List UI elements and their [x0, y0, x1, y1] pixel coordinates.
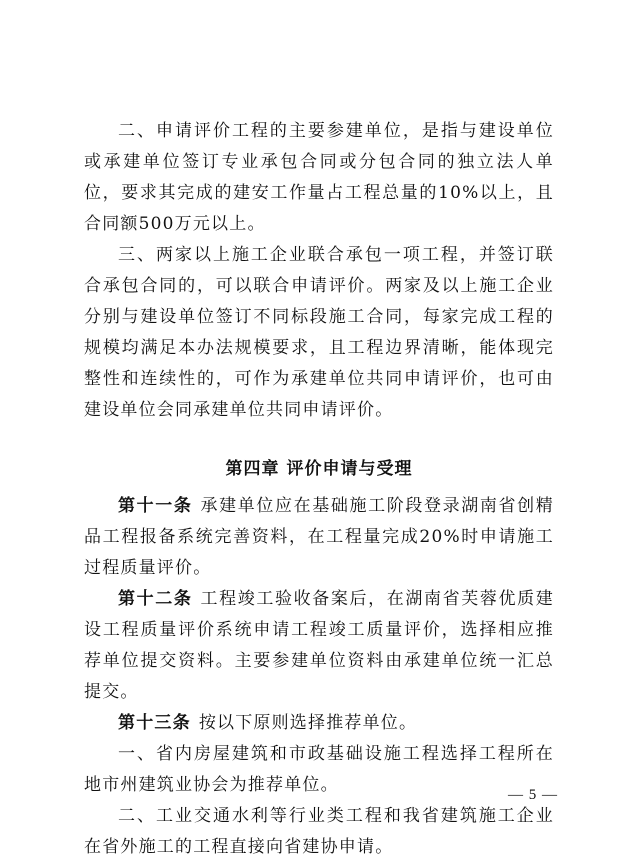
principle-two: 二、工业交通水利等行业类工程和我省建筑施工企业在省外施工的工程直接向省建协申请。 — [84, 806, 554, 857]
article-13-text: 按以下原则选择推荐单位。 — [198, 713, 418, 733]
article-11-label: 第十一条 — [118, 496, 193, 516]
page-number: — 5 — — [508, 787, 558, 803]
article-12-label: 第十二条 — [118, 589, 193, 609]
paragraph-item-three: 三、两家以上施工企业联合承包一项工程，并签订联合承包合同的，可以联合申请评价。两家及以上施工企业分别与建设单位签订不同标段施工合同，每家完成工程的规模均满足本办法规模要求，且工程边界清晰，能体现完整性和连续性的，可作为承建单位共同申请评价，也可由建设单位会同承建单位共同申请评价。 — [84, 245, 554, 420]
article-13-label: 第十三条 — [118, 713, 191, 733]
article-12 — [84, 584, 554, 708]
chapter-title: 第四章 评价申请与受理 — [225, 459, 413, 479]
article-11 — [84, 491, 554, 584]
article-11-text: 承建单位应在基础施工阶段登录湖南省创精品工程报备系统完善资料，在工程量完成20%时申请施工过程质量评价。 — [84, 496, 554, 578]
paragraph-item-two: 二、申请评价工程的主要参建单位，是指与建设单位或承建单位签订专业承包合同或分包合同的独立法人单位，要求其完成的建安工作量占工程总量的10%以上，且合同额500万元以上。 — [84, 121, 554, 234]
principle-one: 一、省内房屋建筑和市政基础设施工程选择工程所在地市州建筑业协会为推荐单位。 — [84, 744, 554, 795]
article-13 — [84, 708, 554, 739]
article-12-text: 工程竣工验收备案后，在湖南省芙蓉优质建设工程质量评价系统申请工程竣工质量评价，选择相应推荐单位提交资料。主要参建单位资料由承建单位统一汇总提交。 — [84, 589, 554, 702]
document-body — [84, 116, 554, 863]
